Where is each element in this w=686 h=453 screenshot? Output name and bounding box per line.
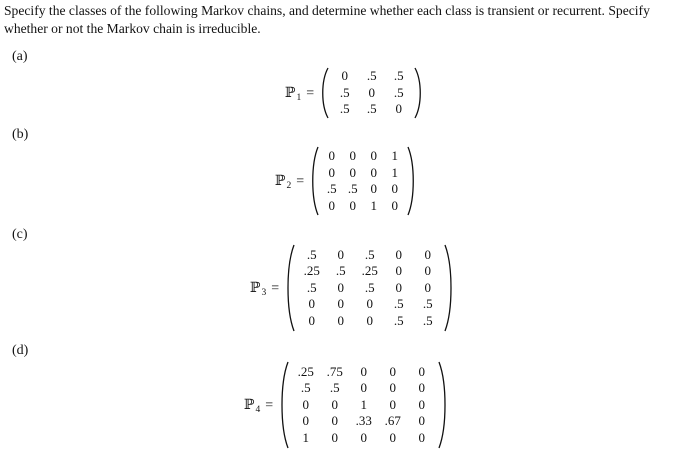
matrix-cell: 0 bbox=[341, 68, 348, 84]
matrix-cell: 0 bbox=[391, 197, 398, 213]
matrix-row bbox=[331, 101, 412, 118]
matrix-cell: 0 bbox=[424, 279, 431, 295]
matrix-cell: .5 bbox=[335, 263, 346, 279]
matrix-row bbox=[297, 247, 442, 264]
matrix-row bbox=[331, 85, 412, 102]
matrix-row bbox=[291, 413, 436, 430]
matrix-cell: 0 bbox=[308, 312, 315, 328]
left-paren bbox=[285, 244, 295, 332]
problem-statement: Specify the classes of the following Markov chains, and determine whether each class is transient or recurrent. Specify whether or not the Markov chain is irreducible. bbox=[4, 3, 650, 36]
part-d-label: (d) bbox=[12, 343, 29, 358]
matrix-b bbox=[321, 148, 405, 214]
left-paren bbox=[310, 146, 319, 216]
matrix-cell: 0 bbox=[395, 101, 402, 117]
matrix-cell: 0 bbox=[302, 396, 309, 412]
part-c-label: (c) bbox=[12, 227, 28, 242]
matrix-cell: .5 bbox=[326, 181, 337, 196]
matrix-cell: 0 bbox=[418, 363, 425, 379]
right-paren bbox=[444, 244, 454, 332]
matrix-cell: .33 bbox=[355, 413, 372, 429]
part-a-label: (a) bbox=[12, 49, 28, 64]
right-paren bbox=[407, 146, 416, 216]
part-a-equation bbox=[285, 67, 423, 119]
matrix-name: ℙ 3 = bbox=[250, 279, 280, 298]
matrix-cell: 1 bbox=[391, 164, 398, 180]
left-paren bbox=[320, 67, 329, 119]
matrix-cell: .5 bbox=[339, 101, 350, 117]
part-b-label: (b) bbox=[12, 127, 29, 142]
matrix-row bbox=[297, 296, 442, 313]
matrix-row bbox=[297, 313, 442, 330]
matrix-cell: 0 bbox=[337, 312, 344, 328]
matrix-row bbox=[331, 68, 412, 85]
matrix-d bbox=[291, 364, 436, 447]
matrix-cell: 0 bbox=[328, 197, 335, 213]
matrix-cell: 0 bbox=[389, 429, 396, 445]
matrix-cell: .5 bbox=[422, 312, 433, 328]
matrix-cell: 0 bbox=[395, 279, 402, 295]
matrix-row bbox=[291, 380, 436, 397]
matrix-cell: 0 bbox=[331, 413, 338, 429]
matrix-cell: 0 bbox=[370, 164, 377, 180]
matrix-cell: .5 bbox=[300, 380, 311, 396]
matrix-cell: .5 bbox=[364, 279, 375, 295]
matrix-cell: 1 bbox=[370, 197, 377, 213]
matrix-name: ℙ 1 = bbox=[285, 84, 315, 103]
matrix-cell: .5 bbox=[339, 84, 350, 100]
matrix-cell: 0 bbox=[366, 296, 373, 312]
matrix-cell: 1 bbox=[360, 396, 367, 412]
matrix-cell: 0 bbox=[331, 429, 338, 445]
matrix-cell: 0 bbox=[349, 148, 356, 163]
matrix-cell: 0 bbox=[349, 164, 356, 180]
matrix-cell: 0 bbox=[360, 429, 367, 445]
matrix-row bbox=[321, 198, 405, 215]
matrix-cell: 0 bbox=[424, 246, 431, 262]
matrix-c bbox=[297, 247, 442, 330]
matrix-cell: 0 bbox=[360, 363, 367, 379]
matrix-row bbox=[291, 364, 436, 381]
left-paren bbox=[279, 361, 289, 449]
part-b-equation bbox=[275, 146, 416, 216]
matrix-cell: 0 bbox=[389, 396, 396, 412]
matrix-cell: 0 bbox=[395, 246, 402, 262]
matrix-cell: .25 bbox=[297, 363, 314, 379]
matrix-cell: 0 bbox=[370, 181, 377, 196]
matrix-cell: 0 bbox=[395, 263, 402, 279]
matrix-cell: 0 bbox=[418, 429, 425, 445]
matrix-cell: .25 bbox=[303, 263, 320, 279]
matrix-cell: .5 bbox=[422, 296, 433, 312]
matrix-cell: 0 bbox=[337, 296, 344, 312]
matrix-cell: .5 bbox=[364, 246, 375, 262]
matrix-a bbox=[331, 68, 412, 118]
right-paren bbox=[438, 361, 448, 449]
matrix-cell: .5 bbox=[306, 279, 317, 295]
matrix-cell: 0 bbox=[337, 279, 344, 295]
matrix-cell: .67 bbox=[384, 413, 401, 429]
matrix-row bbox=[297, 263, 442, 280]
matrix-cell: 0 bbox=[302, 413, 309, 429]
matrix-cell: 0 bbox=[389, 380, 396, 396]
matrix-cell: 0 bbox=[308, 296, 315, 312]
part-d-equation bbox=[244, 361, 448, 449]
matrix-cell: 0 bbox=[418, 396, 425, 412]
matrix-row bbox=[321, 148, 405, 165]
matrix-row bbox=[297, 280, 442, 297]
part-c-equation bbox=[250, 244, 454, 332]
matrix-cell: 0 bbox=[370, 148, 377, 163]
matrix-cell: 1 bbox=[391, 148, 398, 163]
matrix-cell: 0 bbox=[337, 246, 344, 262]
matrix-cell: 0 bbox=[331, 396, 338, 412]
matrix-name: ℙ 4 = bbox=[244, 396, 274, 415]
matrix-name: ℙ 2 = bbox=[275, 172, 305, 191]
matrix-row bbox=[321, 165, 405, 182]
matrix-cell: .5 bbox=[329, 380, 340, 396]
matrix-cell: 0 bbox=[424, 263, 431, 279]
matrix-cell: 1 bbox=[302, 429, 309, 445]
matrix-row bbox=[291, 430, 436, 447]
matrix-cell: 0 bbox=[328, 148, 335, 163]
matrix-cell: .5 bbox=[393, 84, 404, 100]
matrix-cell: 0 bbox=[360, 380, 367, 396]
matrix-cell: 0 bbox=[418, 413, 425, 429]
matrix-cell: .75 bbox=[326, 363, 343, 379]
matrix-cell: .5 bbox=[347, 181, 358, 196]
matrix-cell: .5 bbox=[393, 68, 404, 84]
matrix-cell: 0 bbox=[391, 181, 398, 196]
matrix-cell: .5 bbox=[393, 312, 404, 328]
matrix-cell: 0 bbox=[418, 380, 425, 396]
matrix-cell: .5 bbox=[366, 101, 377, 117]
matrix-row bbox=[291, 397, 436, 414]
matrix-cell: 0 bbox=[366, 312, 373, 328]
right-paren bbox=[414, 67, 423, 119]
matrix-cell: .25 bbox=[361, 263, 378, 279]
matrix-cell: 0 bbox=[349, 197, 356, 213]
matrix-cell: 0 bbox=[389, 363, 396, 379]
matrix-cell: .5 bbox=[366, 68, 377, 84]
matrix-cell: .5 bbox=[306, 246, 317, 262]
matrix-cell: 0 bbox=[328, 164, 335, 180]
matrix-cell: .5 bbox=[393, 296, 404, 312]
matrix-row bbox=[321, 181, 405, 198]
matrix-cell: 0 bbox=[368, 84, 375, 100]
